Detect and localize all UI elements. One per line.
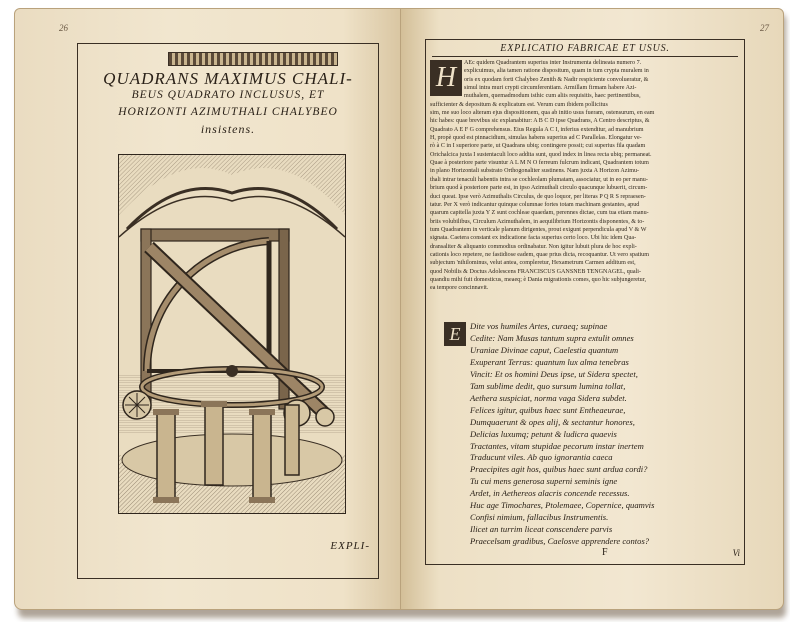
prose-line: tum Quadrantem in verticale planum dirigentes, prout exigunt perpendicula apud V & W [430, 226, 647, 233]
poem-line: Felices igitur, quibus haec sunt Entheaeurae, [470, 404, 626, 415]
left-catchword: EXPLI- [330, 540, 370, 552]
prose-line: quod Nobilis & Doctus Adolescens FRANCISCUS GANSNEB TENGNAGEL, quali- [430, 268, 641, 275]
poem-line: Cedite: Nam Musas tantum supra extulit omnes [470, 332, 634, 343]
prose-line: rò à C in I superiore parte, ut Quadrans ubiq; contingere possit; cui superius fila quadam [430, 143, 646, 150]
poem-line: Praecipites agit hos, quibus haec sunt ardua cordi? [470, 464, 648, 475]
prose-line: cationis loco repetere, ne fastidiose eadem, quae prius dicta, recoquantur. Ut vero spatium [430, 251, 649, 258]
explicatio-heading: EXPLICATIO FABRICAE ET USUS. [432, 43, 738, 57]
poem-line: Vincit: Et os homini Deus ipse, ut Sidera spectet, [470, 368, 638, 379]
poem-line: Praecelsam gradibus, Caelosve apprendere contos? [470, 536, 650, 547]
poem-line: Traducunt viles. Ab quo ignorantia caeca [470, 452, 613, 463]
right-page-frame [425, 39, 745, 565]
prose-line: briis volubilibus, Circulum Azimuthalem, in aequilibrium Horizontis disponentes, & to- [430, 218, 645, 225]
prose-line: Quadrato A E F G comprehensus. Eius Regula A C I, inferius extenditur, ad manubrium [430, 126, 644, 133]
prose-line: subjectum 'nihilominus, velut antea, compleretur, Hexametrum Carmen additum est, [430, 260, 636, 267]
prose-line: Quae à posteriore parte visuntur A L M N O ferreum fulcrum indicant, Quadrantem totum [430, 160, 649, 167]
poem-line: Uraniae Divinae caput, Caelestia quantum [470, 344, 619, 355]
prose-line: sim, me suo loco alteram ejus dispositionem, qua ab initio usus fueram, ostensurum, en eam [430, 110, 655, 117]
left-page [14, 8, 402, 610]
prose-line: H, propè quod est pinnacidium, simulas habens superius ad C Parallelas. Elongatur ve- [430, 135, 642, 142]
signature-mark: F [602, 547, 608, 558]
poem-line: Tu cui mens generosa superni seminis igne [470, 476, 618, 487]
poem-line: Exuperant Terras: quantum lux alma tenebras [470, 356, 629, 367]
poem-line: Confisi nimium, fallacibus Instrumentis. [470, 512, 609, 523]
poem-line: Huc age Timochares, Ptolemaee, Copernice, quamvis [470, 500, 655, 511]
poem-line: Tractantes, vitam stupidae pecorum instar inertem [470, 440, 644, 451]
title-line-2: BEUS QUADRATO INCLUSUS, ET [131, 89, 325, 101]
prose-line: duci queat. Ipse verò Azimuthalis Circulus, de quo loquor, per literas P Q R S repraesen- [430, 193, 646, 200]
title-line-1: QUADRANS MAXIMUS CHALI- [103, 69, 353, 88]
prose-line: dransaliter & aliquanto commodius ordinabatur. Non igitur lubuit plura de hoc expli- [430, 243, 637, 250]
prose-dropcap: H [430, 60, 462, 96]
prose-line: explicuimus, alia tamen ratione dispositum, quam in tum crypta muralem in [464, 68, 649, 75]
prose-line: thali intrar tenaculi habentis intra se cochleolam plumatam, associatur, ut in eo per manu- [430, 176, 648, 183]
title-line-3: HORIZONTI AZIMUTHALI CHALYBEO [118, 106, 338, 118]
prose-line: hic habes: quae brevibus sic explanabitur: A B C D ipse Quadrans, A Centro descriptus, & [430, 118, 650, 125]
poem-line: Ilicet an turrim liceat conscendere parvis [470, 524, 613, 535]
poem-line: Delicias luxumq; petunt & ludicra quaevis [470, 428, 617, 439]
right-folio: 27 [760, 23, 769, 33]
quadrant-engraving [118, 154, 346, 514]
title-line-4: insistens. [200, 122, 256, 136]
poem-dropcap: E [444, 322, 466, 346]
prose-line: oris ex quodam forti Chalybeo Zenith & Nadir respiciente convolueratur, & [464, 76, 649, 83]
left-page-frame [77, 43, 379, 579]
prose-line: quarum capitella juxta Y Z sunt cochleae quaedam, perennes dictae, cum tua etiam manu- [430, 210, 649, 217]
quadrant-engraving-illustration [119, 155, 345, 513]
prose-line: tatur. Per X verò indicantur quinque columnae fortes totam machinam gestantes, apud [430, 201, 640, 208]
prose-line: muthalem, quemadmodum isthic cum aliis requisitis, haec pertinentibus, [464, 93, 641, 100]
title-ornament-band [168, 52, 338, 66]
prose-line: Orichalcica juxta I sustentaculi loco addita sunt, quod index in linea recta ubiq; permaneat. [430, 151, 652, 158]
prose-line: signata. Caetera constant ex indicatione facta superius certo loco. Ubi hic idem Qua- [430, 235, 637, 242]
explicatio-prose [430, 59, 736, 293]
prose-line: in plano Horizontali substrato Orthogonaliter sustinens. Nam juxta A Horizon Azimu- [430, 168, 640, 175]
prose-line: ea tempore concinnavit. [430, 285, 489, 292]
poem-line: Tam sublime dedit, quo sursum lumina tollat, [470, 380, 626, 391]
left-folio: 26 [59, 23, 68, 33]
right-page [400, 8, 784, 610]
right-catchword: Vi [732, 548, 740, 558]
prose-line: simul intra muri crypti circumferentiam. Armillam firmam habere Azi- [464, 85, 637, 92]
prose-line: AEc quidem Quadrantem superius inter Instrumenta delineata numero 7. [464, 60, 642, 66]
prose-line: quandiu mihi fuit domesticus, meaeq; è Dania migrationis comes, quo hic subjungeretur, [430, 276, 647, 283]
plate-title [90, 70, 366, 138]
prose-line: brium quod à posteriore parte est, in ipso Azimuthali circulo quacunque lubuerit, circum- [430, 185, 648, 192]
poem-line: Ardet, in Aethereos alacris concende recessus. [470, 488, 630, 499]
hexameter-poem [470, 321, 730, 548]
open-book [14, 8, 782, 614]
poem-line: Dite vos humiles Artes, curaeq; supinae [470, 321, 608, 331]
poem-line: Dumquaerunt & opes alij, & sectantur honores, [470, 416, 635, 427]
poem-line: Aethera suspiciat, norma vaga Sidera subdet. [470, 392, 627, 403]
prose-line: sufficienter & depositum & explicatum est. Verum cum ibidem pollicitus [430, 101, 608, 108]
